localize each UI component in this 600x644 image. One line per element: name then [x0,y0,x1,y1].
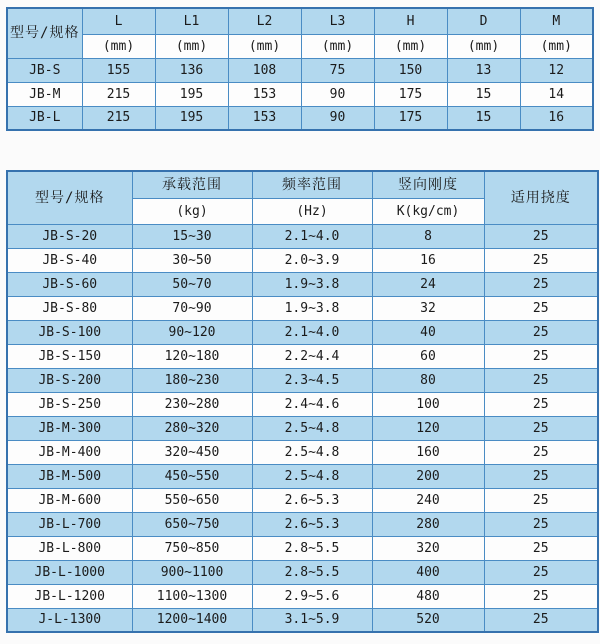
value-cell: 550~650 [132,488,252,512]
model-cell: JB-S-60 [7,272,132,296]
value-cell: 215 [82,106,155,130]
dim-corner-header: 型号/规格 [7,8,82,58]
model-cell: JB-M-400 [7,440,132,464]
value-cell: 195 [155,106,228,130]
value-cell: 215 [82,82,155,106]
table-row [7,82,593,106]
dim-col-header-L3: L3 [301,8,374,34]
value-cell: 75 [301,58,374,82]
table-row [7,488,598,512]
value-cell: 750~850 [132,536,252,560]
model-cell: JB-L-1200 [7,584,132,608]
model-cell: JB-S-200 [7,368,132,392]
value-cell: 320 [372,536,484,560]
dim-col-header-L2: L2 [228,8,301,34]
dim-unit-cell: (mm) [374,34,447,58]
value-cell: 2.5~4.8 [252,416,372,440]
dimension-table-body [7,58,593,130]
value-cell: 1.9~3.8 [252,296,372,320]
value-cell: 2.6~5.3 [252,488,372,512]
value-cell: 25 [484,272,598,296]
spec-header-row [7,171,598,198]
value-cell: 320~450 [132,440,252,464]
model-cell: J-L-1300 [7,608,132,632]
value-cell: 900~1100 [132,560,252,584]
table-row [7,296,598,320]
dim-unit-cell: (mm) [447,34,520,58]
value-cell: 25 [484,344,598,368]
dim-unit-cell: (mm) [82,34,155,58]
dim-col-header-H: H [374,8,447,34]
value-cell: 16 [372,248,484,272]
value-cell: 15 [447,82,520,106]
value-cell: 400 [372,560,484,584]
model-cell: JB-L-1000 [7,560,132,584]
dim-unit-cell: (mm) [155,34,228,58]
model-cell: JB-M-600 [7,488,132,512]
spec-deflection-header: 适用挠度 [484,171,598,224]
model-cell: JB-L-800 [7,536,132,560]
value-cell: 80 [372,368,484,392]
table-row [7,416,598,440]
value-cell: 2.1~4.0 [252,224,372,248]
value-cell: 50~70 [132,272,252,296]
spec-unit-kg: (kg) [132,198,252,224]
value-cell: 230~280 [132,392,252,416]
dim-unit-cell: (mm) [228,34,301,58]
value-cell: 108 [228,58,301,82]
value-cell: 25 [484,560,598,584]
value-cell: 155 [82,58,155,82]
value-cell: 2.8~5.5 [252,536,372,560]
value-cell: 25 [484,536,598,560]
spec-load-range-header: 承载范围 [132,171,252,198]
spec-corner-header: 型号/规格 [7,171,132,224]
value-cell: 25 [484,584,598,608]
spec-unit-kgcm: K(kg/cm) [372,198,484,224]
value-cell: 14 [520,82,593,106]
model-cell: JB-S-150 [7,344,132,368]
model-cell: JB-M-500 [7,464,132,488]
value-cell: 90~120 [132,320,252,344]
value-cell: 60 [372,344,484,368]
spec-frequency-range-header: 频率范围 [252,171,372,198]
value-cell: 25 [484,368,598,392]
value-cell: 520 [372,608,484,632]
value-cell: 450~550 [132,464,252,488]
dim-unit-cell: (mm) [520,34,593,58]
value-cell: 12 [520,58,593,82]
value-cell: 175 [374,82,447,106]
value-cell: 2.9~5.6 [252,584,372,608]
model-cell: JB-M-300 [7,416,132,440]
model-cell: JB-S-40 [7,248,132,272]
value-cell: 150 [374,58,447,82]
value-cell: 280 [372,512,484,536]
value-cell: 240 [372,488,484,512]
value-cell: 2.5~4.8 [252,464,372,488]
table-row [7,536,598,560]
value-cell: 650~750 [132,512,252,536]
value-cell: 100 [372,392,484,416]
value-cell: 180~230 [132,368,252,392]
value-cell: 25 [484,392,598,416]
value-cell: 2.0~3.9 [252,248,372,272]
dimension-unit-row [7,34,593,58]
table-row [7,58,593,82]
value-cell: 25 [484,416,598,440]
value-cell: 195 [155,82,228,106]
value-cell: 90 [301,82,374,106]
table-row [7,560,598,584]
dim-col-header-M: M [520,8,593,34]
table-row [7,512,598,536]
value-cell: 2.3~4.5 [252,368,372,392]
value-cell: 175 [374,106,447,130]
dim-unit-cell: (mm) [301,34,374,58]
value-cell: 24 [372,272,484,296]
value-cell: 3.1~5.9 [252,608,372,632]
model-cell: JB-L-700 [7,512,132,536]
spec-table-body [7,224,598,632]
spec-vertical-stiffness-header: 竖向刚度 [372,171,484,198]
value-cell: 25 [484,248,598,272]
value-cell: 1200~1400 [132,608,252,632]
value-cell: 15 [447,106,520,130]
value-cell: 1.9~3.8 [252,272,372,296]
value-cell: 2.2~4.4 [252,344,372,368]
spec-unit-hz: (Hz) [252,198,372,224]
dim-col-header-L: L [82,8,155,34]
value-cell: 25 [484,488,598,512]
value-cell: 1100~1300 [132,584,252,608]
model-cell: JB-S-20 [7,224,132,248]
model-cell: JB-S [7,58,82,82]
value-cell: 25 [484,224,598,248]
value-cell: 25 [484,464,598,488]
dim-col-header-D: D [447,8,520,34]
value-cell: 90 [301,106,374,130]
dimension-header-row [7,8,593,34]
table-row [7,584,598,608]
model-cell: JB-S-100 [7,320,132,344]
value-cell: 32 [372,296,484,320]
table-row [7,368,598,392]
value-cell: 25 [484,320,598,344]
value-cell: 2.8~5.5 [252,560,372,584]
table-row [7,106,593,130]
value-cell: 160 [372,440,484,464]
value-cell: 2.5~4.8 [252,440,372,464]
value-cell: 120 [372,416,484,440]
value-cell: 8 [372,224,484,248]
value-cell: 480 [372,584,484,608]
value-cell: 25 [484,512,598,536]
value-cell: 280~320 [132,416,252,440]
spec-table [6,170,599,633]
model-cell: JB-S-80 [7,296,132,320]
value-cell: 30~50 [132,248,252,272]
value-cell: 200 [372,464,484,488]
table-row [7,392,598,416]
value-cell: 153 [228,82,301,106]
table-row [7,440,598,464]
value-cell: 15~30 [132,224,252,248]
model-cell: JB-L [7,106,82,130]
value-cell: 2.4~4.6 [252,392,372,416]
value-cell: 2.1~4.0 [252,320,372,344]
table-row [7,608,598,632]
table-row [7,320,598,344]
table-row [7,248,598,272]
table-row [7,464,598,488]
table-row [7,224,598,248]
model-cell: JB-S-250 [7,392,132,416]
value-cell: 25 [484,296,598,320]
value-cell: 16 [520,106,593,130]
value-cell: 153 [228,106,301,130]
dimension-table [6,7,594,131]
value-cell: 25 [484,440,598,464]
value-cell: 70~90 [132,296,252,320]
value-cell: 40 [372,320,484,344]
dim-col-header-L1: L1 [155,8,228,34]
value-cell: 25 [484,608,598,632]
model-cell: JB-M [7,82,82,106]
table-row [7,272,598,296]
value-cell: 120~180 [132,344,252,368]
value-cell: 136 [155,58,228,82]
table-row [7,344,598,368]
value-cell: 13 [447,58,520,82]
value-cell: 2.6~5.3 [252,512,372,536]
